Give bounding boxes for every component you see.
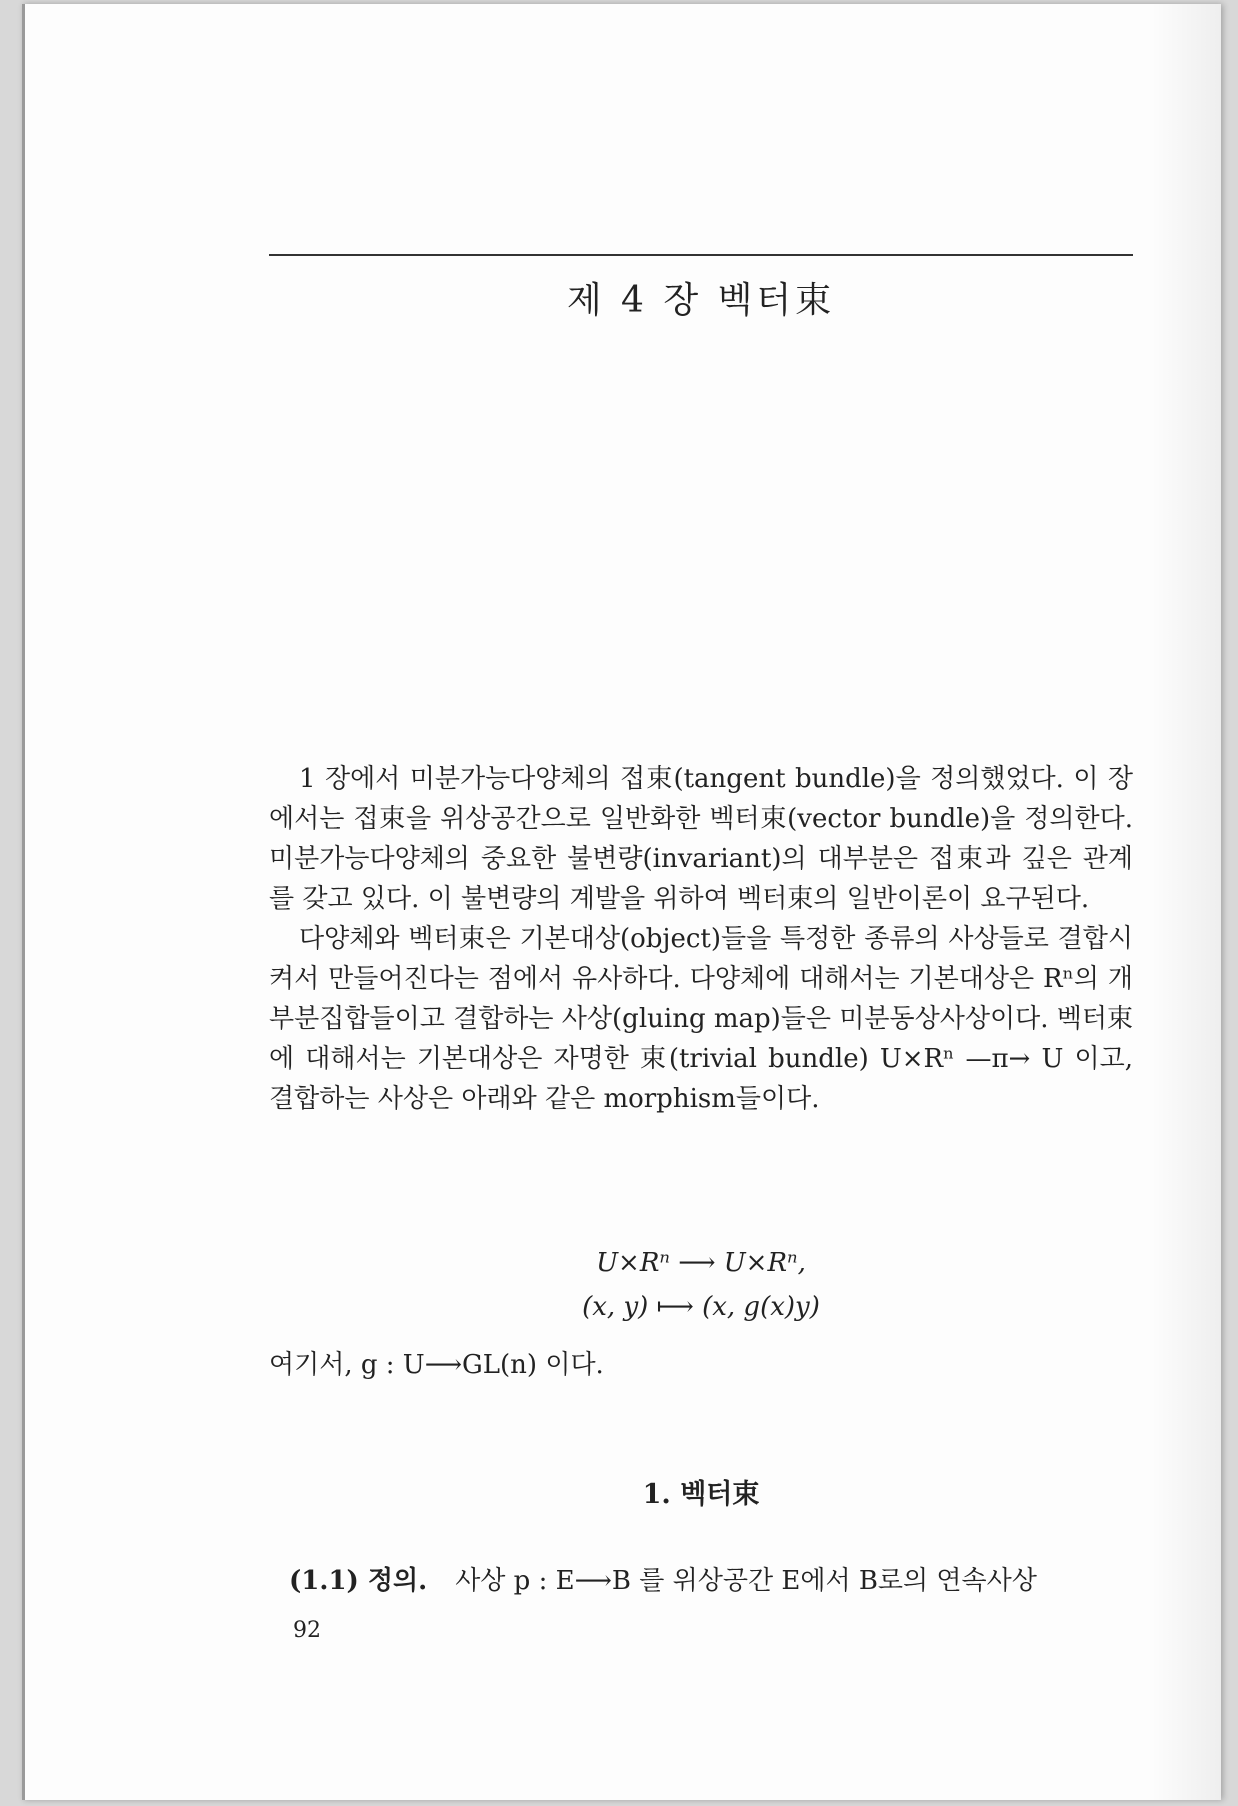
section-heading: 1. 벡터束 [642, 1479, 760, 1510]
page-number: 92 [293, 1618, 321, 1643]
intro-text [269, 759, 1133, 1119]
chapter-rule [269, 254, 1133, 256]
paragraph-1: 1 장에서 미분가능다양체의 접束(tangent bundle)을 정의했었다. 이 장에서는 접束을 위상공간으로 일반화한 벡터束(vector bundle)을 정의한다. 미분가능다양체의 중요한 불변량(invariant)의 대부분은 접束과 깊은 관계를 갖고 있다. 이 불변량의 계발을 위하여 벡터束의 일반이론이 요구된다. [269, 764, 1133, 914]
page-edge-shadow [1151, 4, 1221, 1800]
display-equation-1: U×Rⁿ ⟶ U×Rⁿ, [596, 1248, 806, 1278]
paragraph-2: 다양체와 벡터束은 기본대상(object)들을 특정한 종류의 사상들로 결합시켜서 만들어진다는 점에서 유사하다. 다양체에 대해서는 기본대상은 Rⁿ의 개부분집합들이고 결합하는 사상(gluing map)들은 미분동상사상이다. 벡터束에 대해서는 기본대상은 자명한 束(trivial bundle) U×Rⁿ —π→ U 이고, 결합하는 사상은 아래와 같은 morphism들이다. [269, 924, 1133, 1114]
definition-label: (1.1) 정의. [289, 1566, 428, 1596]
book-page [22, 4, 1221, 1800]
where-clause: 여기서, g : U⟶GL(n) 이다. [269, 1350, 604, 1380]
chapter-title: 제 4 장 벡터束 [566, 280, 836, 321]
definition-1-1 [269, 1560, 1133, 1597]
definition-text: 사상 p : E⟶B 를 위상공간 E에서 B로의 연속사상 [455, 1566, 1037, 1596]
display-equation-2: (x, y) ⟼ (x, g(x)y) [582, 1292, 820, 1322]
